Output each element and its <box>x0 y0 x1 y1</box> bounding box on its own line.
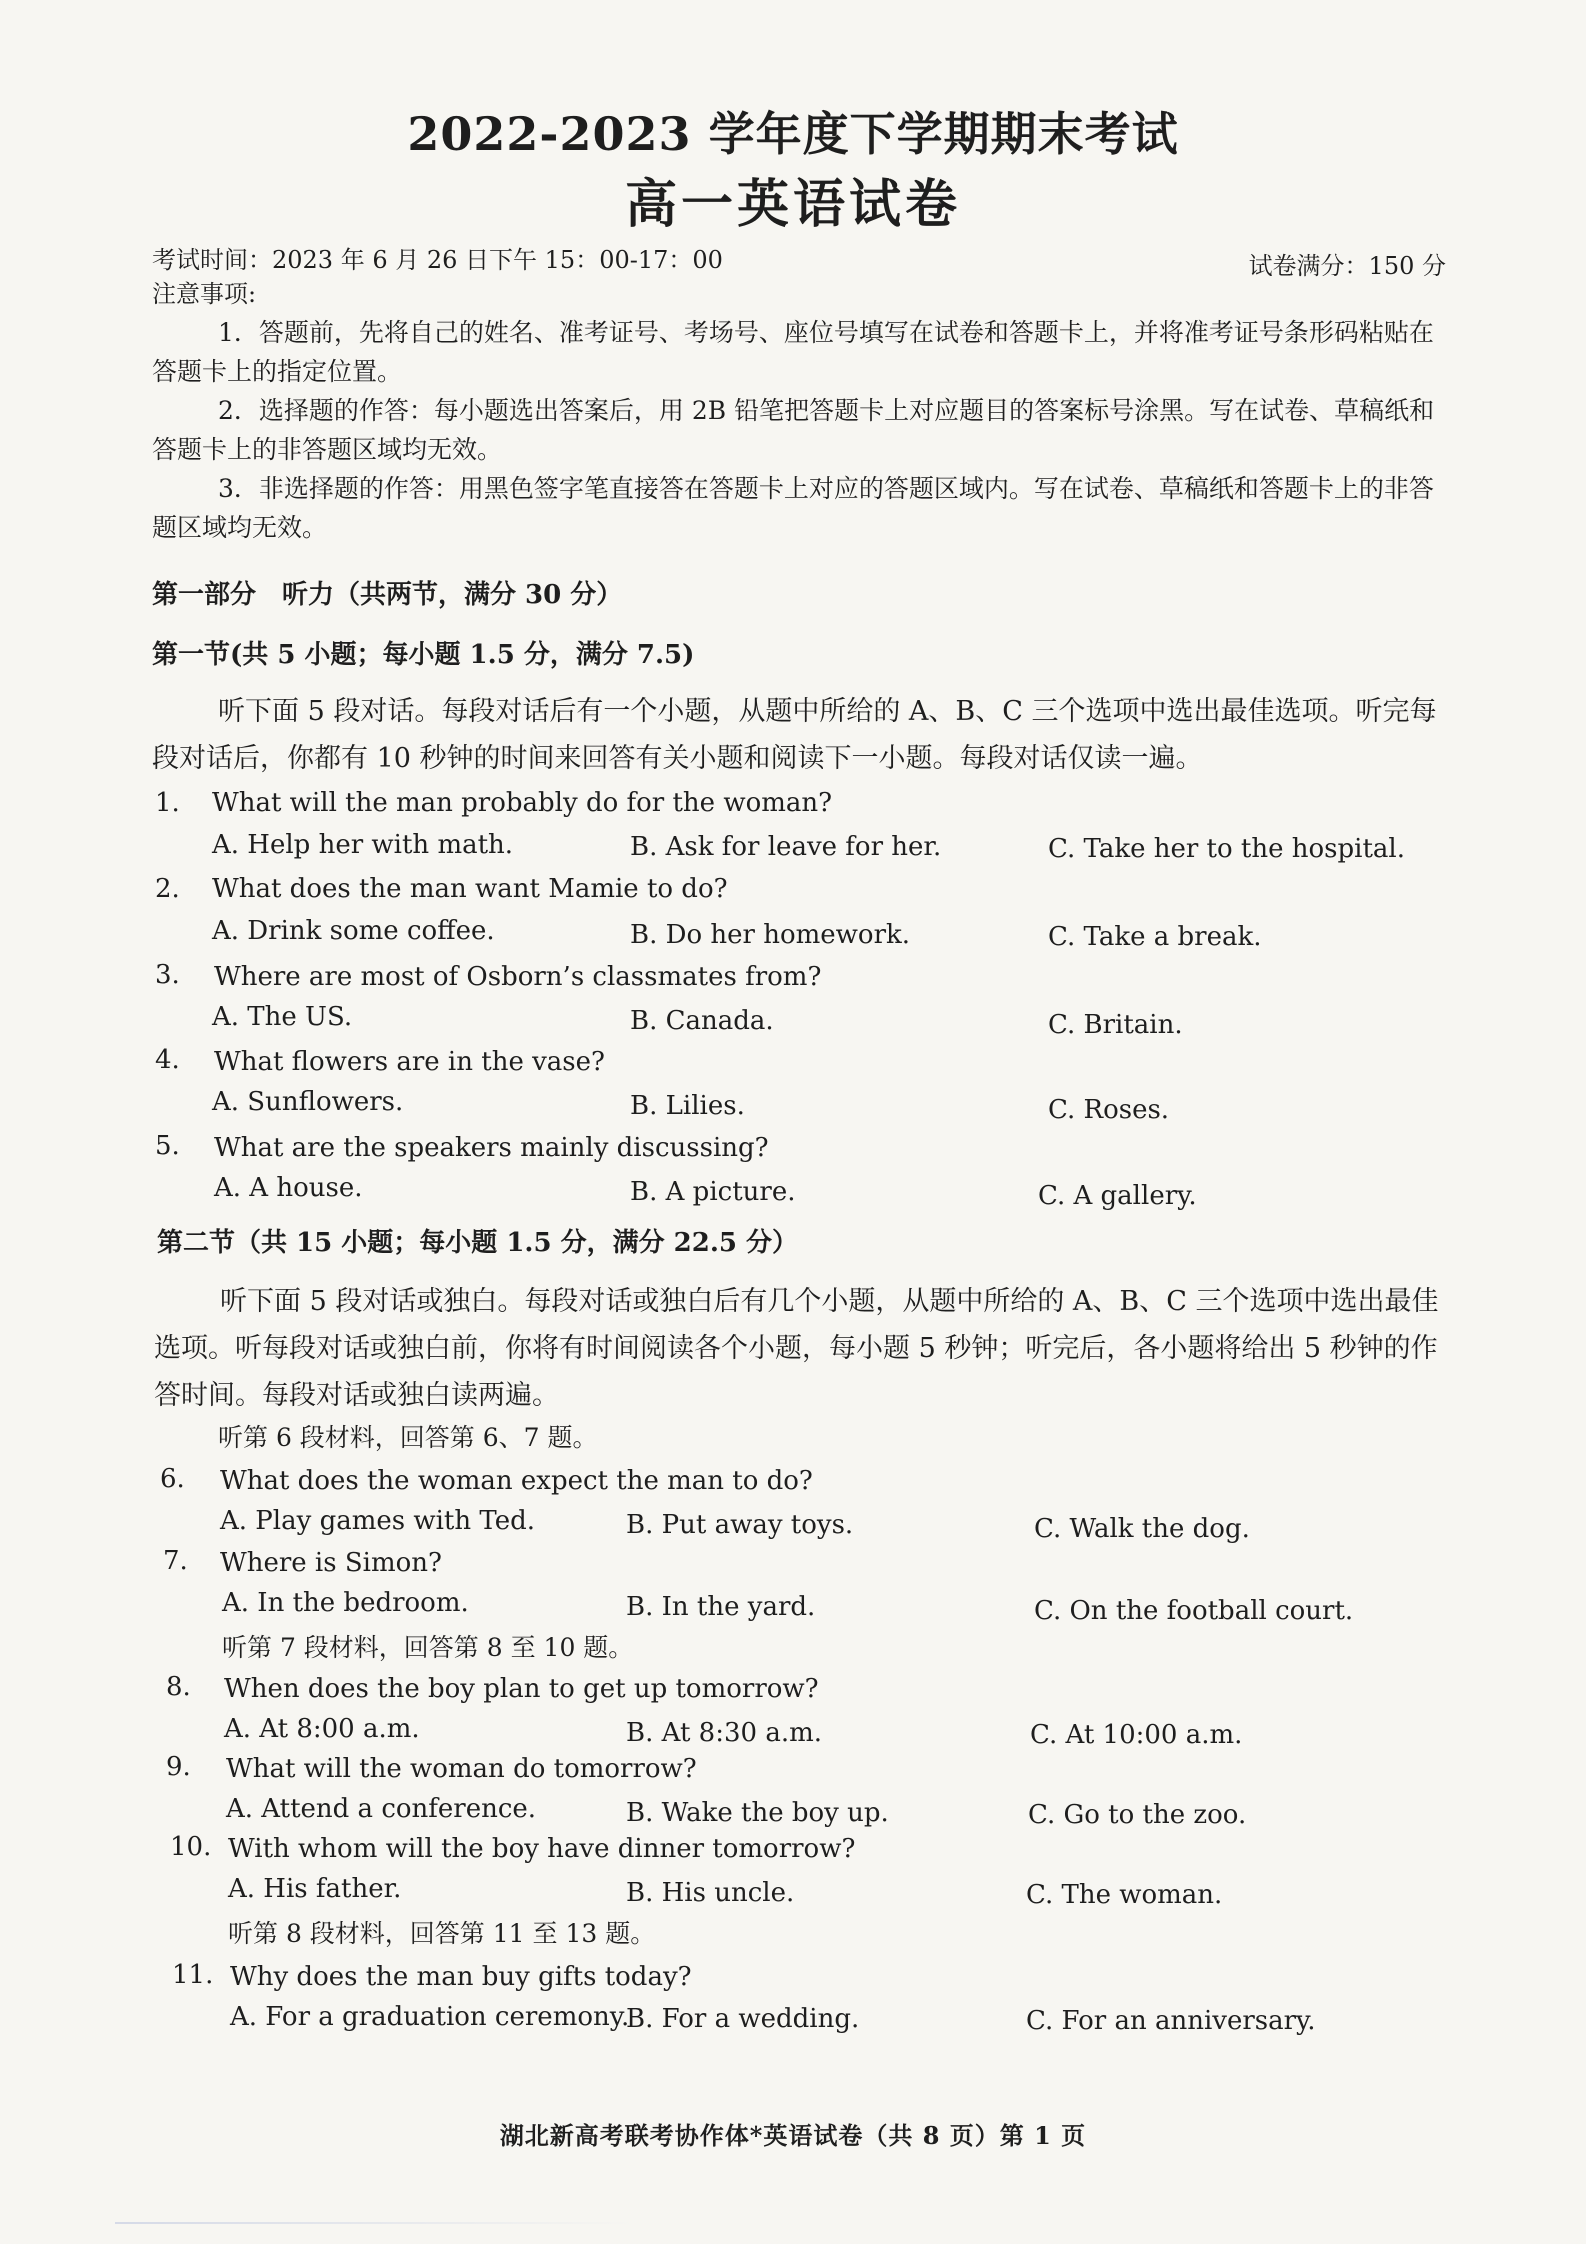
exam-subtitle: 高一英语试卷 <box>624 174 961 235</box>
option-b: B. Ask for leave for her. <box>630 832 942 862</box>
exam-title: 2022-2023 学年度下学期期末考试 <box>407 107 1179 161</box>
question-7 <box>0 1546 1586 1632</box>
option-a: A. Help her with math. <box>212 830 514 860</box>
option-c: C. Take a break. <box>1048 922 1262 952</box>
question-number: 5. <box>155 1131 180 1161</box>
option-c: C. Go to the zoo. <box>1028 1800 1247 1830</box>
option-b: B. Put away toys. <box>626 1510 854 1540</box>
option-b: B. His uncle. <box>626 1878 795 1908</box>
question-number: 7. <box>163 1546 188 1576</box>
option-a: A. In the bedroom. <box>222 1588 469 1618</box>
question-number: 2. <box>155 874 180 904</box>
question-text: Where are most of Osborn’s classmates from? <box>214 962 822 992</box>
option-b: B. At 8:30 a.m. <box>626 1718 823 1748</box>
question-3 <box>0 960 1586 1046</box>
option-c: C. Roses. <box>1048 1095 1170 1125</box>
question-10 <box>0 1832 1586 1918</box>
question-text: What does the woman expect the man to do? <box>220 1466 813 1496</box>
notice-item: 3．非选择题的作答：用黑色签字笔直接答在答题卡上对应的答题区域内。写在试卷、草稿纸和答题卡上的非答题区域均无效。 <box>152 474 1434 542</box>
question-6 <box>0 1464 1586 1550</box>
question-text: What does the man want Mamie to do? <box>212 874 728 904</box>
option-b: B. For a wedding. <box>626 2004 860 2034</box>
option-b: B. Wake the boy up. <box>626 1798 889 1828</box>
question-text: What are the speakers mainly discussing? <box>214 1133 769 1163</box>
notice-item: 2．选择题的作答：每小题选出答案后，用 2B 铅笔把答题卡上对应题目的答案标号涂黑。写在试卷、草稿纸和答题卡上的非答题区域均无效。 <box>152 396 1435 464</box>
option-b: B. Lilies. <box>630 1091 745 1121</box>
question-1 <box>0 788 1586 874</box>
notice-label: 注意事项: <box>152 280 257 308</box>
option-c: C. Walk the dog. <box>1034 1514 1250 1544</box>
question-text: What flowers are in the vase? <box>214 1047 605 1077</box>
exam-time: 考试时间：2023 年 6 月 26 日下午 15：00-17：00 <box>152 246 723 274</box>
question-number: 10. <box>170 1832 212 1862</box>
option-a: A. Drink some coffee. <box>212 916 495 946</box>
question-text: When does the boy plan to get up tomorrow? <box>224 1674 819 1704</box>
full-score: 试卷满分：150 分 <box>1248 252 1446 280</box>
section2-heading: 第二节（共 15 小题；每小题 1.5 分，满分 22.5 分） <box>157 1228 799 1258</box>
option-b: B. Canada. <box>630 1006 774 1036</box>
option-c: C. At 10:00 a.m. <box>1030 1720 1243 1750</box>
option-a: A. The US. <box>212 1002 353 1032</box>
option-c: C. On the football court. <box>1034 1596 1354 1626</box>
option-c: C. Britain. <box>1048 1010 1183 1040</box>
question-9 <box>0 1752 1586 1838</box>
option-a: A. A house. <box>214 1173 363 1203</box>
option-c: C. The woman. <box>1026 1880 1223 1910</box>
material-instruction: 听第 8 段材料，回答第 11 至 13 题。 <box>228 1919 656 1948</box>
question-number: 9. <box>166 1752 191 1782</box>
option-a: A. For a graduation ceremony. <box>230 2002 630 2032</box>
option-c: C. A gallery. <box>1038 1181 1197 1211</box>
question-4 <box>0 1045 1586 1131</box>
option-a: A. Play games with Ted. <box>220 1506 536 1536</box>
part1-heading: 第一部分 听力（共两节，满分 30 分） <box>152 580 623 610</box>
question-number: 3. <box>155 960 180 990</box>
question-text: What will the woman do tomorrow? <box>226 1754 697 1784</box>
question-8 <box>0 1672 1586 1758</box>
option-a: A. At 8:00 a.m. <box>224 1714 420 1744</box>
material-instruction: 听第 7 段材料，回答第 8 至 10 题。 <box>222 1633 634 1662</box>
question-5 <box>0 1131 1586 1217</box>
question-2 <box>0 874 1586 960</box>
scan-artifact <box>115 2222 635 2224</box>
question-number: 8. <box>166 1672 191 1702</box>
option-a: A. Attend a conference. <box>226 1794 537 1824</box>
notice-item: 1．答题前，先将自己的姓名、准考证号、考场号、座位号填写在试卷和答题卡上，并将准考证号条形码粘贴在答题卡上的指定位置。 <box>152 318 1434 386</box>
option-b: B. Do her homework. <box>630 920 911 950</box>
option-c: C. For an anniversary. <box>1026 2006 1316 2036</box>
question-number: 6. <box>160 1464 185 1494</box>
question-number: 11. <box>172 1960 214 1990</box>
option-c: C. Take her to the hospital. <box>1048 834 1405 864</box>
page-footer: 湖北新高考联考协作体*英语试卷（共 8 页）第 1 页 <box>499 2121 1087 2150</box>
section2-instruction: 听下面 5 段对话或独白。每段对话或独白后有几个小题，从题中所给的 A、B、C 三个选项中选出最佳选项。听每段对话或独白前，你将有时间阅读各个小题，每小题 5 秒钟；听完后，各小题将给出 5 秒钟的作答时间。每段对话或独白读两遍。 <box>154 1286 1439 1411</box>
option-b: B. In the yard. <box>626 1592 816 1622</box>
question-text: With whom will the boy have dinner tomorrow? <box>228 1834 856 1864</box>
question-text: Where is Simon? <box>220 1548 442 1578</box>
question-text: What will the man probably do for the woman? <box>212 788 833 818</box>
question-number: 4. <box>155 1045 180 1075</box>
question-number: 1. <box>155 788 180 818</box>
question-text: Why does the man buy gifts today? <box>230 1962 692 1992</box>
question-11 <box>0 1960 1586 2046</box>
material-instruction: 听第 6 段材料，回答第 6、7 题。 <box>218 1423 598 1452</box>
option-b: B. A picture. <box>630 1177 796 1207</box>
section1-heading: 第一节(共 5 小题；每小题 1.5 分，满分 7.5) <box>152 640 695 670</box>
section1-instruction: 听下面 5 段对话。每段对话后有一个小题，从题中所给的 A、B、C 三个选项中选出最佳选项。听完每段对话后，你都有 10 秒钟的时间来回答有关小题和阅读下一小题。每段对话仅读一遍。 <box>152 696 1437 774</box>
option-a: A. Sunflowers. <box>212 1087 404 1117</box>
option-a: A. His father. <box>228 1874 402 1904</box>
